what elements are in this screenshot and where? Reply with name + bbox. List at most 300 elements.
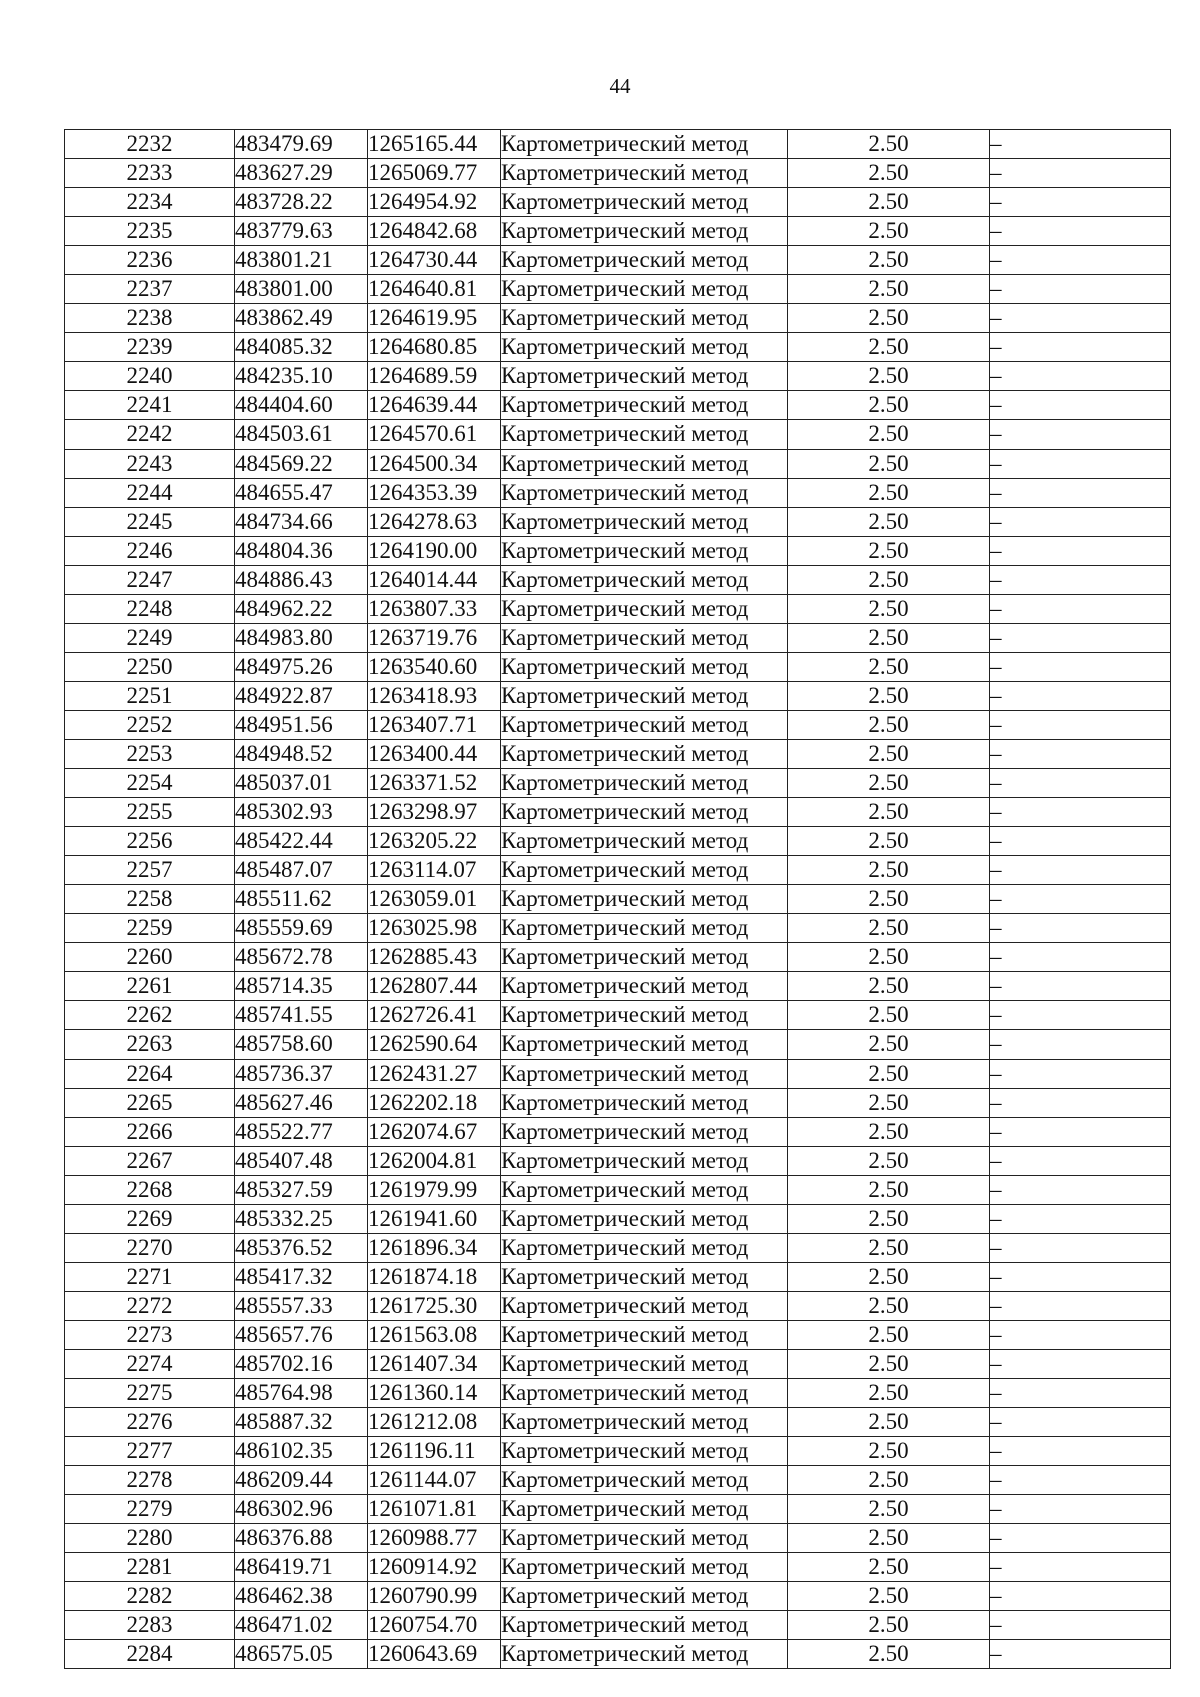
table-row: [65, 827, 1171, 856]
accuracy-cell: 2.50: [788, 1204, 990, 1233]
table-row: [65, 333, 1171, 362]
note-cell: –: [990, 1320, 1171, 1349]
table-row: [65, 1262, 1171, 1291]
accuracy-cell: 2.50: [788, 1233, 990, 1262]
note-cell: –: [990, 159, 1171, 188]
point-number-cell: 2278: [65, 1466, 235, 1495]
method-cell: Картометрический метод: [501, 972, 788, 1001]
method-cell: Картометрический метод: [501, 1466, 788, 1495]
point-number-cell: 2258: [65, 885, 235, 914]
table-row: [65, 1379, 1171, 1408]
method-cell: Картометрический метод: [501, 1001, 788, 1030]
method-cell: Картометрический метод: [501, 275, 788, 304]
table-row: [65, 1582, 1171, 1611]
table-row: [65, 1146, 1171, 1175]
y-coordinate-cell: 1263114.07: [368, 856, 501, 885]
method-cell: Картометрический метод: [501, 1349, 788, 1378]
point-number-cell: 2235: [65, 217, 235, 246]
table-row: [65, 1291, 1171, 1320]
x-coordinate-cell: 483728.22: [235, 188, 368, 217]
note-cell: –: [990, 798, 1171, 827]
x-coordinate-cell: 484503.61: [235, 420, 368, 449]
table-row: [65, 856, 1171, 885]
point-number-cell: 2238: [65, 304, 235, 333]
note-cell: –: [990, 246, 1171, 275]
point-number-cell: 2241: [65, 391, 235, 420]
table-row: [65, 1466, 1171, 1495]
y-coordinate-cell: 1264842.68: [368, 217, 501, 246]
x-coordinate-cell: 486376.88: [235, 1524, 368, 1553]
y-coordinate-cell: 1262431.27: [368, 1059, 501, 1088]
table-row: [65, 1030, 1171, 1059]
method-cell: Картометрический метод: [501, 1233, 788, 1262]
method-cell: Картометрический метод: [501, 798, 788, 827]
x-coordinate-cell: 485511.62: [235, 885, 368, 914]
table-row: [65, 1088, 1171, 1117]
point-number-cell: 2252: [65, 710, 235, 739]
point-number-cell: 2264: [65, 1059, 235, 1088]
y-coordinate-cell: 1263400.44: [368, 739, 501, 768]
point-number-cell: 2256: [65, 827, 235, 856]
x-coordinate-cell: 483479.69: [235, 130, 368, 159]
x-coordinate-cell: 483801.21: [235, 246, 368, 275]
method-cell: Картометрический метод: [501, 1408, 788, 1437]
x-coordinate-cell: 486575.05: [235, 1640, 368, 1669]
y-coordinate-cell: 1261941.60: [368, 1204, 501, 1233]
y-coordinate-cell: 1263719.76: [368, 623, 501, 652]
accuracy-cell: 2.50: [788, 681, 990, 710]
x-coordinate-cell: 485741.55: [235, 1001, 368, 1030]
note-cell: –: [990, 710, 1171, 739]
x-coordinate-cell: 484804.36: [235, 536, 368, 565]
note-cell: –: [990, 507, 1171, 536]
x-coordinate-cell: 485327.59: [235, 1175, 368, 1204]
x-coordinate-cell: 486302.96: [235, 1495, 368, 1524]
method-cell: Картометрический метод: [501, 449, 788, 478]
method-cell: Картометрический метод: [501, 1088, 788, 1117]
table-row: [65, 652, 1171, 681]
method-cell: Картометрический метод: [501, 827, 788, 856]
y-coordinate-cell: 1264689.59: [368, 362, 501, 391]
y-coordinate-cell: 1263540.60: [368, 652, 501, 681]
note-cell: –: [990, 1059, 1171, 1088]
y-coordinate-cell: 1263807.33: [368, 594, 501, 623]
x-coordinate-cell: 483627.29: [235, 159, 368, 188]
method-cell: Картометрический метод: [501, 681, 788, 710]
point-number-cell: 2262: [65, 1001, 235, 1030]
x-coordinate-cell: 485657.76: [235, 1320, 368, 1349]
x-coordinate-cell: 485736.37: [235, 1059, 368, 1088]
x-coordinate-cell: 484951.56: [235, 710, 368, 739]
note-cell: –: [990, 1408, 1171, 1437]
note-cell: –: [990, 1117, 1171, 1146]
y-coordinate-cell: 1264190.00: [368, 536, 501, 565]
note-cell: –: [990, 594, 1171, 623]
y-coordinate-cell: 1264570.61: [368, 420, 501, 449]
point-number-cell: 2259: [65, 914, 235, 943]
accuracy-cell: 2.50: [788, 333, 990, 362]
table-row: [65, 594, 1171, 623]
note-cell: –: [990, 1437, 1171, 1466]
note-cell: –: [990, 1262, 1171, 1291]
point-number-cell: 2245: [65, 507, 235, 536]
note-cell: –: [990, 1291, 1171, 1320]
x-coordinate-cell: 486471.02: [235, 1611, 368, 1640]
method-cell: Картометрический метод: [501, 130, 788, 159]
accuracy-cell: 2.50: [788, 449, 990, 478]
y-coordinate-cell: 1263025.98: [368, 914, 501, 943]
y-coordinate-cell: 1262885.43: [368, 943, 501, 972]
x-coordinate-cell: 484948.52: [235, 739, 368, 768]
point-number-cell: 2248: [65, 594, 235, 623]
table-row: [65, 536, 1171, 565]
table-row: [65, 1175, 1171, 1204]
y-coordinate-cell: 1261071.81: [368, 1495, 501, 1524]
table-row: [65, 1204, 1171, 1233]
table-row: [65, 914, 1171, 943]
x-coordinate-cell: 485702.16: [235, 1349, 368, 1378]
point-number-cell: 2257: [65, 856, 235, 885]
note-cell: –: [990, 420, 1171, 449]
note-cell: –: [990, 536, 1171, 565]
point-number-cell: 2247: [65, 565, 235, 594]
method-cell: Картометрический метод: [501, 1524, 788, 1553]
accuracy-cell: 2.50: [788, 1059, 990, 1088]
note-cell: –: [990, 1379, 1171, 1408]
x-coordinate-cell: 485376.52: [235, 1233, 368, 1262]
note-cell: –: [990, 1030, 1171, 1059]
x-coordinate-cell: 486462.38: [235, 1582, 368, 1611]
point-number-cell: 2261: [65, 972, 235, 1001]
y-coordinate-cell: 1263371.52: [368, 769, 501, 798]
point-number-cell: 2281: [65, 1553, 235, 1582]
note-cell: –: [990, 478, 1171, 507]
x-coordinate-cell: 485407.48: [235, 1146, 368, 1175]
note-cell: –: [990, 943, 1171, 972]
method-cell: Картометрический метод: [501, 246, 788, 275]
x-coordinate-cell: 484734.66: [235, 507, 368, 536]
note-cell: –: [990, 972, 1171, 1001]
point-number-cell: 2239: [65, 333, 235, 362]
point-number-cell: 2251: [65, 681, 235, 710]
x-coordinate-cell: 485627.46: [235, 1088, 368, 1117]
method-cell: Картометрический метод: [501, 217, 788, 246]
point-number-cell: 2254: [65, 769, 235, 798]
x-coordinate-cell: 484569.22: [235, 449, 368, 478]
accuracy-cell: 2.50: [788, 1291, 990, 1320]
accuracy-cell: 2.50: [788, 1611, 990, 1640]
table-row: [65, 217, 1171, 246]
table-row: [65, 1001, 1171, 1030]
point-number-cell: 2272: [65, 1291, 235, 1320]
table-row: [65, 710, 1171, 739]
x-coordinate-cell: 484922.87: [235, 681, 368, 710]
table-row: [65, 188, 1171, 217]
accuracy-cell: 2.50: [788, 943, 990, 972]
accuracy-cell: 2.50: [788, 1582, 990, 1611]
page-number: 44: [609, 74, 631, 98]
point-number-cell: 2284: [65, 1640, 235, 1669]
accuracy-cell: 2.50: [788, 1320, 990, 1349]
accuracy-cell: 2.50: [788, 275, 990, 304]
note-cell: –: [990, 914, 1171, 943]
coordinates-table-body: [65, 130, 1171, 1669]
note-cell: –: [990, 652, 1171, 681]
point-number-cell: 2243: [65, 449, 235, 478]
table-row: [65, 739, 1171, 768]
method-cell: Картометрический метод: [501, 943, 788, 972]
x-coordinate-cell: 484962.22: [235, 594, 368, 623]
point-number-cell: 2283: [65, 1611, 235, 1640]
note-cell: –: [990, 1640, 1171, 1669]
accuracy-cell: 2.50: [788, 1088, 990, 1117]
accuracy-cell: 2.50: [788, 652, 990, 681]
note-cell: –: [990, 362, 1171, 391]
accuracy-cell: 2.50: [788, 1146, 990, 1175]
accuracy-cell: 2.50: [788, 1379, 990, 1408]
accuracy-cell: 2.50: [788, 1553, 990, 1582]
accuracy-cell: 2.50: [788, 1437, 990, 1466]
table-row: [65, 1059, 1171, 1088]
x-coordinate-cell: 485522.77: [235, 1117, 368, 1146]
x-coordinate-cell: 485422.44: [235, 827, 368, 856]
y-coordinate-cell: 1261196.11: [368, 1437, 501, 1466]
y-coordinate-cell: 1261979.99: [368, 1175, 501, 1204]
y-coordinate-cell: 1262807.44: [368, 972, 501, 1001]
x-coordinate-cell: 483862.49: [235, 304, 368, 333]
accuracy-cell: 2.50: [788, 217, 990, 246]
x-coordinate-cell: 486419.71: [235, 1553, 368, 1582]
x-coordinate-cell: 485037.01: [235, 769, 368, 798]
method-cell: Картометрический метод: [501, 1117, 788, 1146]
y-coordinate-cell: 1261144.07: [368, 1466, 501, 1495]
method-cell: Картометрический метод: [501, 333, 788, 362]
accuracy-cell: 2.50: [788, 536, 990, 565]
y-coordinate-cell: 1264619.95: [368, 304, 501, 333]
note-cell: –: [990, 1146, 1171, 1175]
method-cell: Картометрический метод: [501, 304, 788, 333]
x-coordinate-cell: 485672.78: [235, 943, 368, 972]
y-coordinate-cell: 1264640.81: [368, 275, 501, 304]
y-coordinate-cell: 1264014.44: [368, 565, 501, 594]
accuracy-cell: 2.50: [788, 623, 990, 652]
x-coordinate-cell: 484983.80: [235, 623, 368, 652]
y-coordinate-cell: 1261212.08: [368, 1408, 501, 1437]
point-number-cell: 2269: [65, 1204, 235, 1233]
note-cell: –: [990, 827, 1171, 856]
y-coordinate-cell: 1265165.44: [368, 130, 501, 159]
point-number-cell: 2276: [65, 1408, 235, 1437]
accuracy-cell: 2.50: [788, 1030, 990, 1059]
table-row: [65, 681, 1171, 710]
method-cell: Картометрический метод: [501, 769, 788, 798]
point-number-cell: 2237: [65, 275, 235, 304]
point-number-cell: 2236: [65, 246, 235, 275]
accuracy-cell: 2.50: [788, 304, 990, 333]
x-coordinate-cell: 485887.32: [235, 1408, 368, 1437]
note-cell: –: [990, 856, 1171, 885]
method-cell: Картометрический метод: [501, 1291, 788, 1320]
accuracy-cell: 2.50: [788, 130, 990, 159]
note-cell: –: [990, 304, 1171, 333]
table-row: [65, 304, 1171, 333]
note-cell: –: [990, 1001, 1171, 1030]
table-row: [65, 1611, 1171, 1640]
x-coordinate-cell: 485714.35: [235, 972, 368, 1001]
table-row: [65, 130, 1171, 159]
y-coordinate-cell: 1261896.34: [368, 1233, 501, 1262]
table-row: [65, 1117, 1171, 1146]
note-cell: –: [990, 1466, 1171, 1495]
point-number-cell: 2270: [65, 1233, 235, 1262]
note-cell: –: [990, 623, 1171, 652]
point-number-cell: 2273: [65, 1320, 235, 1349]
method-cell: Картометрический метод: [501, 1320, 788, 1349]
point-number-cell: 2266: [65, 1117, 235, 1146]
point-number-cell: 2282: [65, 1582, 235, 1611]
method-cell: Картометрический метод: [501, 1611, 788, 1640]
note-cell: –: [990, 885, 1171, 914]
y-coordinate-cell: 1263407.71: [368, 710, 501, 739]
accuracy-cell: 2.50: [788, 1408, 990, 1437]
note-cell: –: [990, 1611, 1171, 1640]
accuracy-cell: 2.50: [788, 362, 990, 391]
accuracy-cell: 2.50: [788, 478, 990, 507]
x-coordinate-cell: 483779.63: [235, 217, 368, 246]
note-cell: –: [990, 333, 1171, 362]
y-coordinate-cell: 1264680.85: [368, 333, 501, 362]
y-coordinate-cell: 1263298.97: [368, 798, 501, 827]
y-coordinate-cell: 1260988.77: [368, 1524, 501, 1553]
method-cell: Картометрический метод: [501, 652, 788, 681]
x-coordinate-cell: 485559.69: [235, 914, 368, 943]
note-cell: –: [990, 1524, 1171, 1553]
table-row: [65, 565, 1171, 594]
accuracy-cell: 2.50: [788, 710, 990, 739]
x-coordinate-cell: 485332.25: [235, 1204, 368, 1233]
method-cell: Картометрический метод: [501, 391, 788, 420]
method-cell: Картометрический метод: [501, 885, 788, 914]
note-cell: –: [990, 681, 1171, 710]
table-row: [65, 478, 1171, 507]
accuracy-cell: 2.50: [788, 1495, 990, 1524]
table-row: [65, 972, 1171, 1001]
accuracy-cell: 2.50: [788, 188, 990, 217]
table-row: [65, 1437, 1171, 1466]
table-row: [65, 246, 1171, 275]
y-coordinate-cell: 1264500.34: [368, 449, 501, 478]
note-cell: –: [990, 449, 1171, 478]
x-coordinate-cell: 485417.32: [235, 1262, 368, 1291]
point-number-cell: 2279: [65, 1495, 235, 1524]
point-number-cell: 2255: [65, 798, 235, 827]
x-coordinate-cell: 485764.98: [235, 1379, 368, 1408]
y-coordinate-cell: 1265069.77: [368, 159, 501, 188]
note-cell: –: [990, 739, 1171, 768]
accuracy-cell: 2.50: [788, 420, 990, 449]
point-number-cell: 2280: [65, 1524, 235, 1553]
x-coordinate-cell: 485758.60: [235, 1030, 368, 1059]
x-coordinate-cell: 484235.10: [235, 362, 368, 391]
method-cell: Картометрический метод: [501, 362, 788, 391]
method-cell: Картометрический метод: [501, 1553, 788, 1582]
note-cell: –: [990, 1553, 1171, 1582]
method-cell: Картометрический метод: [501, 420, 788, 449]
table-row: [65, 391, 1171, 420]
method-cell: Картометрический метод: [501, 1204, 788, 1233]
note-cell: –: [990, 1349, 1171, 1378]
accuracy-cell: 2.50: [788, 856, 990, 885]
accuracy-cell: 2.50: [788, 565, 990, 594]
method-cell: Картометрический метод: [501, 1640, 788, 1669]
y-coordinate-cell: 1261360.14: [368, 1379, 501, 1408]
method-cell: Картометрический метод: [501, 1262, 788, 1291]
note-cell: –: [990, 565, 1171, 594]
accuracy-cell: 2.50: [788, 1175, 990, 1204]
method-cell: Картометрический метод: [501, 856, 788, 885]
accuracy-cell: 2.50: [788, 914, 990, 943]
accuracy-cell: 2.50: [788, 739, 990, 768]
table-row: [65, 1233, 1171, 1262]
table-row: [65, 1408, 1171, 1437]
x-coordinate-cell: 483801.00: [235, 275, 368, 304]
coordinates-table: [64, 129, 1171, 1669]
note-cell: –: [990, 188, 1171, 217]
note-cell: –: [990, 1204, 1171, 1233]
table-row: [65, 420, 1171, 449]
y-coordinate-cell: 1263418.93: [368, 681, 501, 710]
table-row: [65, 1640, 1171, 1669]
table-row: [65, 1495, 1171, 1524]
method-cell: Картометрический метод: [501, 1030, 788, 1059]
point-number-cell: 2271: [65, 1262, 235, 1291]
accuracy-cell: 2.50: [788, 1466, 990, 1495]
x-coordinate-cell: 485557.33: [235, 1291, 368, 1320]
method-cell: Картометрический метод: [501, 1379, 788, 1408]
accuracy-cell: 2.50: [788, 769, 990, 798]
point-number-cell: 2233: [65, 159, 235, 188]
method-cell: Картометрический метод: [501, 188, 788, 217]
x-coordinate-cell: 485487.07: [235, 856, 368, 885]
table-row: [65, 885, 1171, 914]
note-cell: –: [990, 130, 1171, 159]
y-coordinate-cell: 1262590.64: [368, 1030, 501, 1059]
point-number-cell: 2265: [65, 1088, 235, 1117]
y-coordinate-cell: 1264353.39: [368, 478, 501, 507]
note-cell: –: [990, 1495, 1171, 1524]
y-coordinate-cell: 1264954.92: [368, 188, 501, 217]
accuracy-cell: 2.50: [788, 972, 990, 1001]
method-cell: Картометрический метод: [501, 1059, 788, 1088]
y-coordinate-cell: 1261874.18: [368, 1262, 501, 1291]
point-number-cell: 2260: [65, 943, 235, 972]
note-cell: –: [990, 275, 1171, 304]
y-coordinate-cell: 1260790.99: [368, 1582, 501, 1611]
method-cell: Картометрический метод: [501, 1175, 788, 1204]
accuracy-cell: 2.50: [788, 885, 990, 914]
table-row: [65, 449, 1171, 478]
table-row: [65, 275, 1171, 304]
y-coordinate-cell: 1260754.70: [368, 1611, 501, 1640]
note-cell: –: [990, 391, 1171, 420]
table-row: [65, 1320, 1171, 1349]
accuracy-cell: 2.50: [788, 1349, 990, 1378]
point-number-cell: 2253: [65, 739, 235, 768]
point-number-cell: 2234: [65, 188, 235, 217]
y-coordinate-cell: 1264639.44: [368, 391, 501, 420]
method-cell: Картометрический метод: [501, 623, 788, 652]
point-number-cell: 2244: [65, 478, 235, 507]
